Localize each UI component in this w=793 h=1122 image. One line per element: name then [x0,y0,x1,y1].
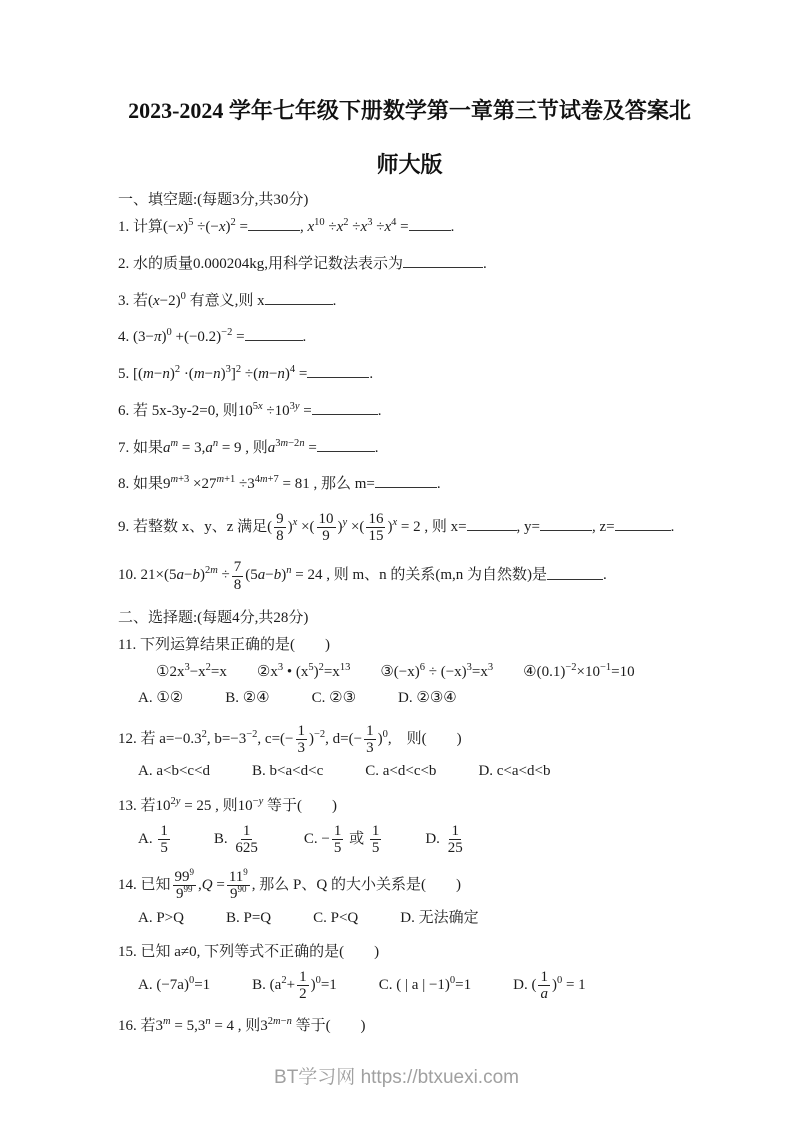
question-4: 4. $(3-\pi)^0 +(-0.2)^{-2}$ = . [118,327,307,346]
question-6: 6. 若 5x-3y-2=0, 则$10^{5x} \div 10^{3y}$ = . [118,400,382,419]
footer-watermark: BT学习网 https://btxuexi.com [274,1067,519,1088]
question-9: 9. 若整数 x、y、z 满足( $\frac{9}{8}$ )$^x$ ×( $\frac{10}{9}$ )$^y$ ×( $\frac{16}{15}$ )$^x$ = 2 , 则 x= , y= , z= . [118,511,675,545]
page-title [118,96,701,180]
question-11-options: A. ①② B. ②④ C. ②③ D. ②③④ [138,690,457,707]
question-12: 12. 若 $a=-0.3^2$, $b=-3^{-2}$, c=(− $\frac{1}{3}$ )$^{-2}$, d=(− $\frac{1}{3}$ )$^0$, 则( ) [118,723,462,757]
question-15: 15. 已知 a≠0, 下列等式不正确的是( ) [118,944,380,961]
question-11: 11. 下列运算结果正确的是( ) [118,636,330,653]
question-11-items: $①2x^3-x^2=x$ $②x^3$ • $(x^5)^2=x^{13}$ $③(-x)^6 \div (-x)^3=x^3$ $④(0.1)^{-2}\times 10^{-1}=10$ [156,661,635,680]
question-16: 16. 若$3^m = 5,3^n = 4$ , 则$3^{2m-n}$ 等于( ) [118,1015,366,1034]
question-14: 14. 已知 $\frac{99^9}{9^{99}}$ ,Q = $\frac{11^9}{9^{90}}$ , 那么 P、Q 的大小关系是( ) [118,867,461,903]
question-5: 5. $[(m-n)^2 \cdot(m-n)^3]^2 \div(m-n)^4$ = . [118,364,374,382]
section-choice-heading: 二、选择题:(每题4分,共28分) [118,609,309,626]
title-line-2: 师大版 [376,152,443,177]
question-15-options: A. $(-7a)^0=1$ B. ($a^2+$ $\frac{1}{2}$ )$^0$=1 C. ( | a | −1)$^0$=1 D. ( $\frac{1}{a}$ )$^0$ = 1 [138,969,586,1003]
question-8: 8. 如果$9^{m+3} \times 27^{m+1} \div 3^{4m+7} = 81$ , 那么 m= . [118,474,441,493]
question-14-options: A. P>Q B. P=Q C. P<Q D. 无法确定 [138,909,479,926]
question-1: 1. 计算$(-x)^5 \div(-x)^2$ = , $x^{10} \div x^2 \div x^3 \div x^4$ = . [118,217,455,235]
question-12-options: A. a<b<c<d B. b<a<d<c C. a<d<c<b D. c<a<d<b [138,763,551,780]
question-10: 10. $21\times(5a-b)^{2m}$ ÷ $\frac{7}{8}$ $(5a-b)^n = 24$ , 则 m、n 的关系(m,n 为自然数)是 . [118,559,607,593]
question-3: 3. 若$(x-2)^0$ 有意义,则 x . [118,290,337,309]
section-fill-heading: 一、填空题:(每题3分,共30分) [118,192,309,208]
title-line-1: 2023-2024 学年七年级下册数学第一章第三节试卷及答案北 [128,98,691,123]
question-2: 2. 水的质量0.000204kg,用科学记数法表示为 . [118,255,487,272]
question-13: 13. 若$10^{2y} = 25$ , 则$10^{-y}$ 等于( ) [118,796,337,815]
question-13-options: A. $\frac{1}{5}$ B. $\frac{1}{625}$ C. − $\frac{1}{5}$ 或 $\frac{1}{5}$ D. $\frac{1}{25}$ [138,822,463,857]
question-7: 7. 如果$a^m = 3,a^n = 9$ , 则$a^{3m-2n}$ = . [118,437,379,456]
